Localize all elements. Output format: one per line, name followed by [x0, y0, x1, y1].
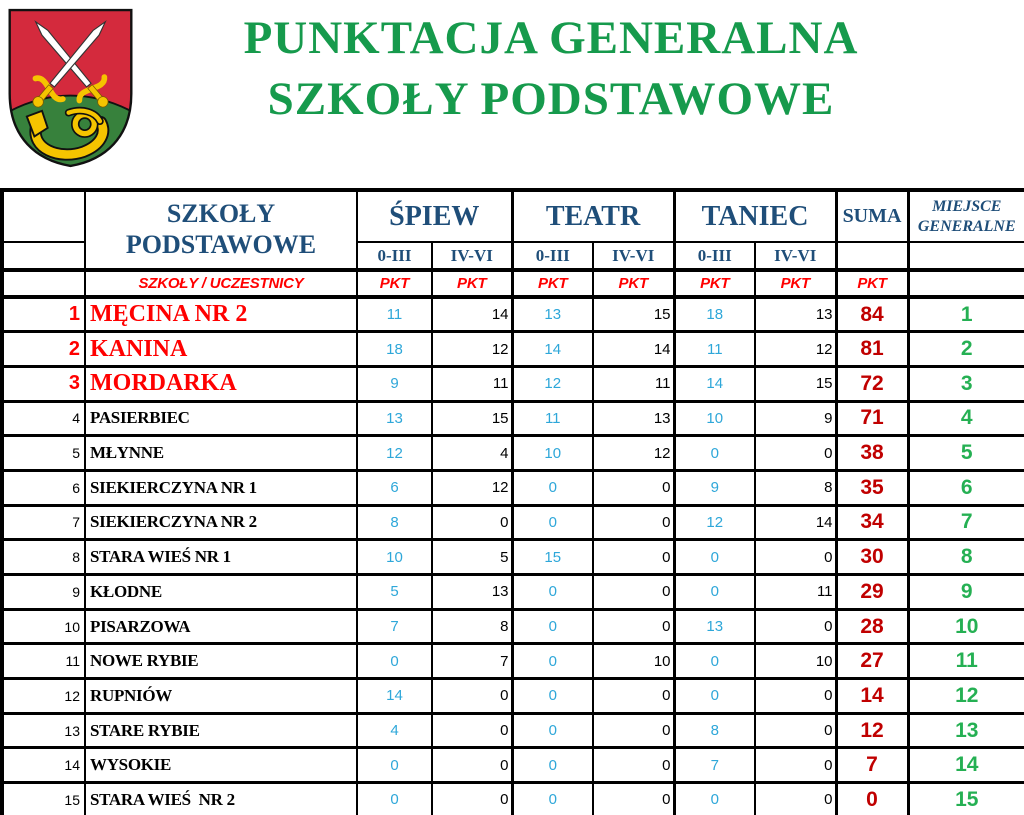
table-row [2, 436, 1024, 471]
subheader-taniec-4-6[interactable]: IV-VI [755, 242, 836, 270]
place-cell[interactable]: 2 [908, 332, 1024, 367]
score-cell-spiew-0-3[interactable]: 0 [357, 783, 432, 815]
score-cell-teatr-0-3[interactable]: 0 [512, 748, 593, 783]
score-cell-taniec-0-3[interactable]: 0 [674, 575, 755, 610]
score-cell-taniec-0-3[interactable]: 0 [674, 679, 755, 714]
score-cell-taniec-4-6[interactable]: 0 [755, 436, 836, 471]
score-cell-teatr-0-3[interactable]: 0 [512, 609, 593, 644]
table-row [2, 783, 1024, 815]
score-cell-spiew-0-3[interactable]: 9 [357, 366, 432, 401]
subheader-teatr-4-6[interactable]: IV-VI [593, 242, 674, 270]
score-cell-spiew-4-6[interactable]: 14 [432, 297, 512, 332]
suma-cell[interactable]: 30 [836, 540, 908, 575]
score-cell-spiew-0-3[interactable]: 11 [357, 297, 432, 332]
score-cell-taniec-0-3[interactable]: 14 [674, 366, 755, 401]
score-cell-taniec-0-3[interactable]: 10 [674, 401, 755, 436]
score-cell-spiew-4-6[interactable]: 11 [432, 366, 512, 401]
score-cell-spiew-4-6[interactable]: 12 [432, 470, 512, 505]
score-cell-teatr-0-3[interactable]: 10 [512, 436, 593, 471]
score-cell-spiew-0-3[interactable]: 0 [357, 748, 432, 783]
place-cell[interactable]: 8 [908, 540, 1024, 575]
miejsce-header-line2: GENERALNE [917, 217, 1016, 235]
score-cell-spiew-0-3[interactable]: 10 [357, 540, 432, 575]
place-cell[interactable]: 14 [908, 748, 1024, 783]
rank-cell[interactable]: 6 [2, 470, 85, 505]
place-cell[interactable]: 3 [908, 366, 1024, 401]
suma-cell[interactable]: 27 [836, 644, 908, 679]
suma-cell[interactable]: 29 [836, 575, 908, 610]
score-cell-teatr-0-3[interactable]: 0 [512, 575, 593, 610]
score-cell-taniec-4-6[interactable]: 0 [755, 748, 836, 783]
suma-column-header[interactable]: SUMA [836, 190, 908, 242]
score-cell-spiew-4-6[interactable]: 8 [432, 609, 512, 644]
score-cell-teatr-0-3[interactable]: 0 [512, 644, 593, 679]
score-cell-taniec-4-6[interactable]: 0 [755, 783, 836, 815]
score-cell-taniec-4-6[interactable]: 8 [755, 470, 836, 505]
score-cell-spiew-4-6[interactable]: 12 [432, 332, 512, 367]
suma-cell[interactable]: 71 [836, 401, 908, 436]
group-header-taniec[interactable]: TANIEC [674, 190, 836, 242]
score-cell-teatr-0-3[interactable]: 11 [512, 401, 593, 436]
suma-cell[interactable]: 28 [836, 609, 908, 644]
pkt-header[interactable]: PKT [593, 270, 674, 297]
score-cell-teatr-4-6[interactable]: 0 [593, 470, 674, 505]
table-row [2, 401, 1024, 436]
pkt-header[interactable]: PKT [357, 270, 432, 297]
score-cell-taniec-4-6[interactable]: 10 [755, 644, 836, 679]
score-cell-teatr-0-3[interactable]: 0 [512, 505, 593, 540]
empty-cell[interactable] [2, 242, 85, 270]
score-cell-spiew-4-6[interactable]: 15 [432, 401, 512, 436]
score-cell-spiew-0-3[interactable]: 6 [357, 470, 432, 505]
school-header-line1: SZKOŁY [166, 199, 276, 229]
score-cell-taniec-0-3[interactable]: 12 [674, 505, 755, 540]
subheader-spiew-0-3[interactable]: 0-III [357, 242, 432, 270]
score-cell-spiew-4-6[interactable]: 4 [432, 436, 512, 471]
empty-cell[interactable] [2, 270, 85, 297]
score-cell-teatr-0-3[interactable]: 0 [512, 470, 593, 505]
score-cell-taniec-0-3[interactable]: 0 [674, 783, 755, 815]
school-name-cell[interactable]: MĘCINA NR 2 [85, 297, 357, 332]
table-row [2, 540, 1024, 575]
score-cell-spiew-0-3[interactable]: 7 [357, 609, 432, 644]
score-cell-taniec-0-3[interactable]: 0 [674, 644, 755, 679]
score-cell-teatr-0-3[interactable]: 12 [512, 366, 593, 401]
suma-cell[interactable]: 14 [836, 679, 908, 714]
masthead [0, 0, 1024, 188]
table-row [2, 644, 1024, 679]
school-name-cell[interactable]: MORDARKA [85, 366, 357, 401]
table-row [2, 713, 1024, 748]
page-title [140, 8, 1024, 130]
school-name-cell[interactable]: MŁYNNE [85, 436, 357, 471]
table-row [2, 748, 1024, 783]
school-name-cell[interactable]: PISARZOWA [85, 609, 357, 644]
table-row [2, 609, 1024, 644]
score-cell-teatr-4-6[interactable]: 0 [593, 505, 674, 540]
school-header-line2: PODSTAWOWE [125, 230, 317, 259]
table-row [2, 366, 1024, 401]
empty-corner-cell[interactable] [2, 190, 85, 242]
place-cell[interactable]: 5 [908, 436, 1024, 471]
score-cell-teatr-4-6[interactable]: 0 [593, 748, 674, 783]
place-cell[interactable]: 4 [908, 401, 1024, 436]
suma-cell[interactable]: 7 [836, 748, 908, 783]
score-cell-teatr-4-6[interactable]: 0 [593, 679, 674, 714]
miejsce-column-header[interactable] [908, 190, 1024, 242]
score-cell-spiew-0-3[interactable]: 14 [357, 679, 432, 714]
score-cell-teatr-4-6[interactable]: 0 [593, 575, 674, 610]
score-cell-teatr-4-6[interactable]: 15 [593, 297, 674, 332]
score-cell-taniec-4-6[interactable]: 0 [755, 679, 836, 714]
score-cell-taniec-4-6[interactable]: 0 [755, 609, 836, 644]
pkt-header[interactable]: PKT [674, 270, 755, 297]
school-name-cell[interactable]: STARA WIEŚ NR 1 [85, 540, 357, 575]
rank-cell[interactable]: 3 [2, 366, 85, 401]
school-name-cell[interactable]: PASIERBIEC [85, 401, 357, 436]
score-cell-teatr-4-6[interactable]: 10 [593, 644, 674, 679]
rank-cell[interactable]: 1 [2, 297, 85, 332]
score-cell-taniec-0-3[interactable]: 7 [674, 748, 755, 783]
score-cell-teatr-4-6[interactable]: 11 [593, 366, 674, 401]
score-cell-teatr-4-6[interactable]: 12 [593, 436, 674, 471]
pkt-header[interactable]: PKT [432, 270, 512, 297]
rank-cell[interactable]: 11 [2, 644, 85, 679]
pkt-header[interactable]: PKT [836, 270, 908, 297]
score-cell-taniec-0-3[interactable]: 11 [674, 332, 755, 367]
score-cell-spiew-4-6[interactable]: 0 [432, 783, 512, 815]
school-name-cell[interactable]: STARE RYBIE [85, 713, 357, 748]
score-cell-spiew-4-6[interactable]: 7 [432, 644, 512, 679]
rank-cell[interactable]: 9 [2, 575, 85, 610]
score-cell-taniec-4-6[interactable]: 0 [755, 540, 836, 575]
score-cell-spiew-4-6[interactable]: 0 [432, 679, 512, 714]
pkt-header[interactable]: PKT [755, 270, 836, 297]
school-name-cell[interactable]: NOWE RYBIE [85, 644, 357, 679]
header-row-groups [2, 190, 1024, 242]
suma-cell[interactable]: 35 [836, 470, 908, 505]
score-cell-teatr-0-3[interactable]: 0 [512, 713, 593, 748]
score-cell-taniec-0-3[interactable]: 13 [674, 609, 755, 644]
place-cell[interactable]: 11 [908, 644, 1024, 679]
score-cell-teatr-0-3[interactable]: 0 [512, 679, 593, 714]
group-header-spiew[interactable]: ŚPIEW [357, 190, 512, 242]
score-cell-taniec-4-6[interactable]: 9 [755, 401, 836, 436]
miejsce-header-line1: MIEJSCE [932, 197, 1002, 215]
subheader-spiew-4-6[interactable]: IV-VI [432, 242, 512, 270]
table-row [2, 679, 1024, 714]
rank-cell[interactable]: 8 [2, 540, 85, 575]
score-cell-teatr-4-6[interactable]: 0 [593, 713, 674, 748]
table-row [2, 297, 1024, 332]
subheader-teatr-0-3[interactable]: 0-III [512, 242, 593, 270]
table-row [2, 575, 1024, 610]
score-cell-teatr-4-6[interactable]: 0 [593, 783, 674, 815]
place-cell[interactable]: 9 [908, 575, 1024, 610]
suma-cell[interactable]: 34 [836, 505, 908, 540]
score-cell-taniec-0-3[interactable]: 8 [674, 713, 755, 748]
header-row-pkt [2, 270, 1024, 297]
score-cell-taniec-0-3[interactable]: 0 [674, 436, 755, 471]
rank-cell[interactable]: 5 [2, 436, 85, 471]
school-name-cell[interactable]: RUPNIÓW [85, 679, 357, 714]
page-title-line2: SZKOŁY PODSTAWOWE [267, 73, 835, 125]
school-name-cell[interactable]: SIEKIERCZYNA NR 1 [85, 470, 357, 505]
rank-cell[interactable]: 4 [2, 401, 85, 436]
suma-cell[interactable]: 81 [836, 332, 908, 367]
empty-cell[interactable] [836, 242, 908, 270]
rank-cell[interactable]: 15 [2, 783, 85, 815]
score-cell-taniec-0-3[interactable]: 0 [674, 540, 755, 575]
empty-cell[interactable] [908, 242, 1024, 270]
suma-cell[interactable]: 84 [836, 297, 908, 332]
place-cell[interactable]: 12 [908, 679, 1024, 714]
suma-cell[interactable]: 0 [836, 783, 908, 815]
school-name-cell[interactable]: KANINA [85, 332, 357, 367]
suma-cell[interactable]: 12 [836, 713, 908, 748]
school-column-header[interactable] [85, 190, 357, 270]
empty-cell[interactable] [908, 270, 1024, 297]
score-cell-teatr-0-3[interactable]: 0 [512, 783, 593, 815]
suma-cell[interactable]: 72 [836, 366, 908, 401]
table-body [2, 297, 1024, 815]
score-cell-spiew-4-6[interactable]: 13 [432, 575, 512, 610]
score-cell-spiew-0-3[interactable]: 4 [357, 713, 432, 748]
score-cell-teatr-4-6[interactable]: 14 [593, 332, 674, 367]
table-row [2, 332, 1024, 367]
score-cell-taniec-4-6[interactable]: 12 [755, 332, 836, 367]
rank-cell[interactable]: 14 [2, 748, 85, 783]
school-name-cell[interactable]: STARA WIEŚ NR 2 [85, 783, 357, 815]
place-cell[interactable]: 10 [908, 609, 1024, 644]
score-cell-taniec-0-3[interactable]: 18 [674, 297, 755, 332]
score-cell-teatr-4-6[interactable]: 13 [593, 401, 674, 436]
score-cell-taniec-4-6[interactable]: 14 [755, 505, 836, 540]
score-cell-spiew-0-3[interactable]: 18 [357, 332, 432, 367]
school-name-cell[interactable]: SIEKIERCZYNA NR 2 [85, 505, 357, 540]
rank-cell[interactable]: 13 [2, 713, 85, 748]
score-cell-spiew-4-6[interactable]: 0 [432, 748, 512, 783]
score-cell-taniec-4-6[interactable]: 13 [755, 297, 836, 332]
rank-cell[interactable]: 2 [2, 332, 85, 367]
score-cell-teatr-0-3[interactable]: 13 [512, 297, 593, 332]
score-cell-taniec-4-6[interactable]: 11 [755, 575, 836, 610]
score-cell-spiew-0-3[interactable]: 13 [357, 401, 432, 436]
score-cell-spiew-0-3[interactable]: 0 [357, 644, 432, 679]
school-name-cell[interactable]: KŁODNE [85, 575, 357, 610]
score-cell-spiew-4-6[interactable]: 5 [432, 540, 512, 575]
place-cell[interactable]: 15 [908, 783, 1024, 815]
score-cell-taniec-0-3[interactable]: 9 [674, 470, 755, 505]
score-cell-spiew-0-3[interactable]: 5 [357, 575, 432, 610]
group-header-teatr[interactable]: TEATR [512, 190, 674, 242]
participants-header[interactable]: SZKOŁY / UCZESTNICY [85, 270, 357, 297]
rank-cell[interactable]: 12 [2, 679, 85, 714]
rank-cell[interactable]: 10 [2, 609, 85, 644]
place-cell[interactable]: 6 [908, 470, 1024, 505]
school-name-cell[interactable]: WYSOKIE [85, 748, 357, 783]
score-cell-spiew-4-6[interactable]: 0 [432, 713, 512, 748]
pkt-header[interactable]: PKT [512, 270, 593, 297]
suma-cell[interactable]: 38 [836, 436, 908, 471]
score-cell-teatr-4-6[interactable]: 0 [593, 609, 674, 644]
municipal-coat-of-arms-icon [4, 6, 137, 170]
place-cell[interactable]: 13 [908, 713, 1024, 748]
results-table [0, 188, 1024, 815]
table-row [2, 470, 1024, 505]
place-cell[interactable]: 1 [908, 297, 1024, 332]
score-cell-spiew-0-3[interactable]: 8 [357, 505, 432, 540]
subheader-taniec-0-3[interactable]: 0-III [674, 242, 755, 270]
score-cell-teatr-4-6[interactable]: 0 [593, 540, 674, 575]
table-row [2, 505, 1024, 540]
score-cell-teatr-0-3[interactable]: 15 [512, 540, 593, 575]
place-cell[interactable]: 7 [908, 505, 1024, 540]
score-cell-teatr-0-3[interactable]: 14 [512, 332, 593, 367]
score-cell-taniec-4-6[interactable]: 0 [755, 713, 836, 748]
score-cell-spiew-0-3[interactable]: 12 [357, 436, 432, 471]
rank-cell[interactable]: 7 [2, 505, 85, 540]
page-title-line1: PUNKTACJA GENERALNA [243, 12, 859, 64]
score-cell-taniec-4-6[interactable]: 15 [755, 366, 836, 401]
score-cell-spiew-4-6[interactable]: 0 [432, 505, 512, 540]
